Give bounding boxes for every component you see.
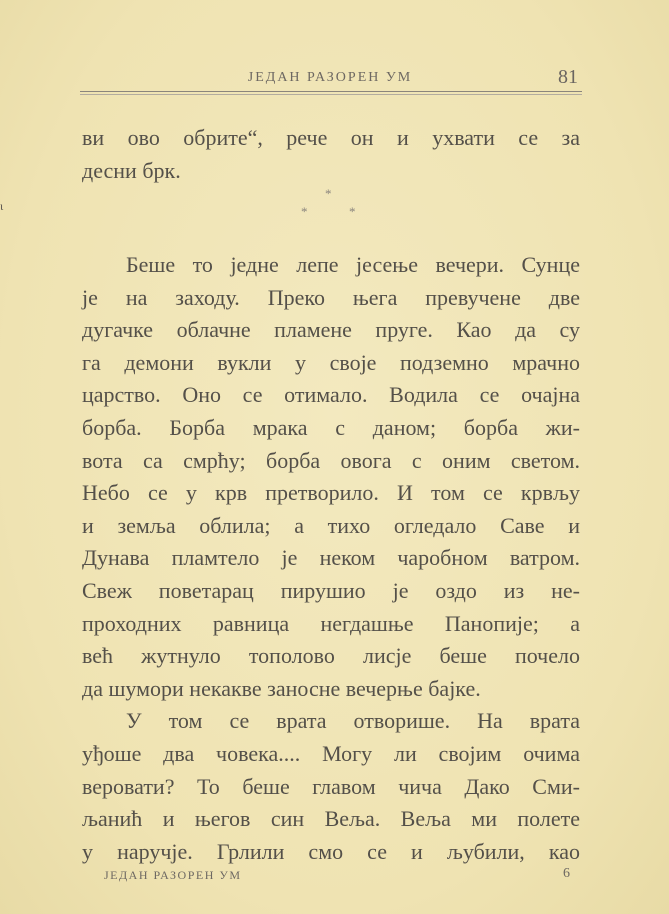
header-rule [80, 91, 582, 92]
text-line: борба. Борба мрака с даном; борба жи- [82, 414, 580, 440]
text-line: Беше то једне лепе јесење вечери. Сунце [126, 252, 580, 277]
text-line: да шумори некакве заносне вечерње бајке. [82, 675, 481, 701]
text-line: веровати? То беше главом чича Дако Сми- [82, 773, 580, 799]
text-line: у наручје. Грлили смо се и љубили, као [82, 838, 580, 864]
page-number: 81 [558, 66, 578, 88]
text-line: већ жутнуло тополово лисје беше почело [82, 643, 580, 669]
main-paragraphs [82, 249, 580, 868]
text-line: љанић и његов син Веља. Веља ми полете [82, 806, 580, 832]
signature-title: ЈЕДАН РАЗОРЕН УМ [104, 868, 242, 882]
text-line: га демони вукли у своје подземно мрачно [82, 349, 580, 375]
signature-mark: 6 [563, 866, 570, 881]
text-line: царство. Оно се отимало. Водила се очајна [82, 382, 580, 408]
text-line: вота са смрћу; борба овога с оним светом. [82, 447, 580, 473]
signature-footer [104, 866, 570, 884]
text-line: Небо се у крв претворило. И том се крвљу [82, 480, 580, 506]
text-line: уђоше два човека.... Могу ли својим очима [82, 740, 580, 766]
header-rule-secondary [80, 94, 582, 95]
asterism-star: * [349, 204, 356, 219]
text-line: десни брк. [82, 157, 181, 183]
text-line: проходних равница негдашње Панопије; а [82, 610, 580, 636]
running-title: ЈЕДАН РАЗОРЕН УМ [247, 70, 413, 85]
text-line: Дунава пламтело је неком чаробном ватром. [82, 545, 580, 571]
asterism-section-break [295, 186, 375, 220]
text-line: и земља облила; а тихо огледало Саве и [82, 512, 580, 538]
text-line: У том се врата отворише. На врата [126, 708, 580, 734]
text-line: дугачке облачне пламене пруге. Као да су [82, 317, 580, 343]
asterism-star: * [325, 186, 332, 201]
text-line: Свеж поветарац пирушио је оздо из не- [82, 577, 580, 603]
continuation-text [82, 122, 580, 187]
margin-mark: ɩ [0, 199, 4, 213]
text-line: ви ово обрите“, рече он и ухвати се за [82, 125, 580, 150]
running-head [80, 66, 580, 90]
asterism-star: * [301, 204, 308, 219]
text-line: је на заходу. Преко њега превучене две [82, 284, 580, 310]
